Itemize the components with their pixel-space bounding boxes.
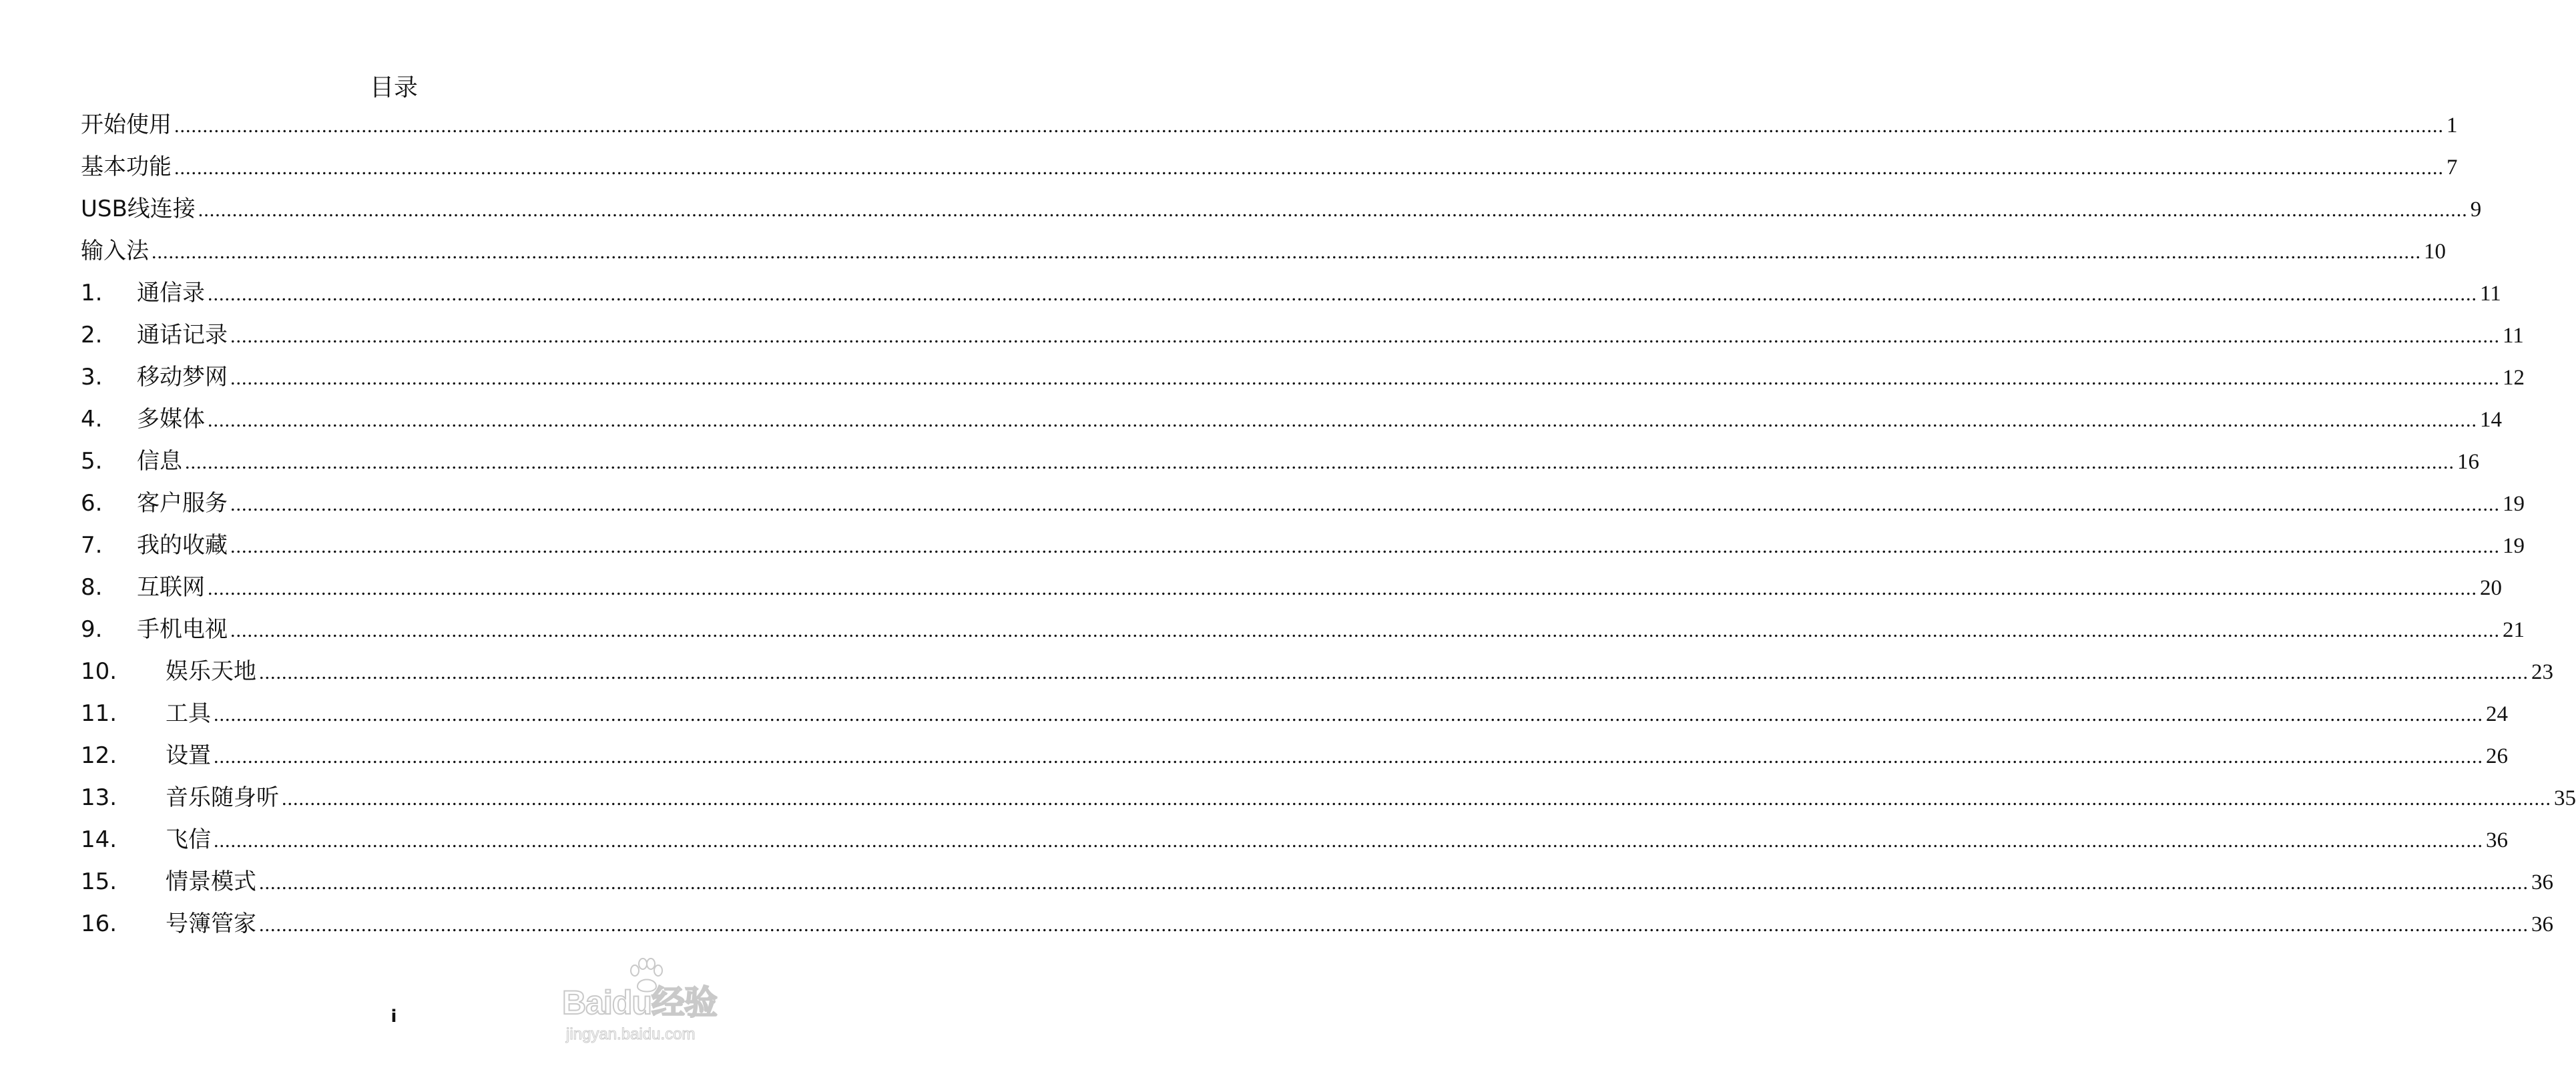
toc-entry-label: 情景模式: [166, 868, 256, 895]
toc-entry-label: 信息: [137, 448, 182, 475]
toc-entry-page: 14: [2480, 408, 2502, 432]
toc-title: 目录: [369, 74, 418, 101]
dot-leader: ................................................................................................................................................................................................................................................................................................................................................................................................................: [214, 830, 2483, 852]
watermark-logo: Baidu经验: [562, 984, 717, 1021]
toc-entry-page: 24: [2486, 702, 2508, 726]
toc-entry-page: 10: [2424, 240, 2446, 264]
toc-entry-page: 20: [2480, 576, 2502, 600]
dot-leader: ................................................................................................................................................................................................................................................................................................................................................................................................................: [198, 199, 2468, 221]
dot-leader: ................................................................................................................................................................................................................................................................................................................................................................................................................: [259, 872, 2529, 894]
toc-entry[interactable]: [81, 907, 2553, 949]
toc-entry-page: 11: [2480, 282, 2501, 306]
toc-entry[interactable]: [81, 529, 2525, 571]
toc-entry-number: 9.: [81, 616, 103, 643]
toc-entry-number: 6.: [81, 490, 103, 517]
toc-entry-number: 1.: [81, 280, 103, 306]
dot-leader: ................................................................................................................................................................................................................................................................................................................................................................................................................: [185, 451, 2455, 473]
toc-entry-page: 9: [2470, 198, 2482, 222]
toc-entry[interactable]: [81, 402, 2502, 445]
dot-leader: ................................................................................................................................................................................................................................................................................................................................................................................................................: [259, 914, 2529, 936]
toc-entry-number: 15.: [81, 868, 117, 895]
toc-entry-label: 飞信: [166, 826, 211, 853]
toc-entry-page: 19: [2503, 492, 2525, 516]
toc-entry-number: 10.: [81, 658, 117, 685]
dot-leader: ................................................................................................................................................................................................................................................................................................................................................................................................................: [174, 157, 2444, 179]
dot-leader: ................................................................................................................................................................................................................................................................................................................................................................................................................: [208, 577, 2477, 599]
toc-entry-page: 36: [2531, 912, 2553, 936]
toc-entry[interactable]: [81, 823, 2508, 865]
toc-entry-label: 通话记录: [137, 322, 228, 348]
toc-entry-page: 16: [2457, 450, 2479, 474]
toc-entry-number: 3.: [81, 364, 103, 390]
toc-entry-label: 移动梦网: [137, 364, 228, 390]
dot-leader: ................................................................................................................................................................................................................................................................................................................................................................................................................: [282, 788, 2551, 810]
dot-leader: ................................................................................................................................................................................................................................................................................................................................................................................................................: [208, 409, 2477, 431]
dot-leader: ................................................................................................................................................................................................................................................................................................................................................................................................................: [230, 325, 2500, 347]
toc-entry-number: 8.: [81, 574, 103, 601]
toc-entry-label: 音乐随身听: [166, 784, 279, 811]
toc-entry-number: 11.: [81, 700, 117, 727]
toc-entry-number: 7.: [81, 532, 103, 559]
toc-entry[interactable]: [81, 571, 2502, 613]
toc-entry-page: 26: [2486, 744, 2508, 768]
toc-entry[interactable]: [81, 276, 2501, 318]
toc-entry-number: 13.: [81, 784, 117, 811]
toc-entry-label: 基本功能: [81, 154, 172, 180]
toc-entry[interactable]: [81, 192, 2482, 234]
toc-entry-label: 我的收藏: [137, 532, 228, 559]
toc-entry-page: 1: [2446, 113, 2458, 138]
toc-entry[interactable]: [81, 781, 2576, 823]
toc-entry-page: 7: [2446, 156, 2458, 180]
toc-entry-label: 手机电视: [137, 616, 228, 643]
dot-leader: ................................................................................................................................................................................................................................................................................................................................................................................................................: [152, 241, 2421, 263]
toc-entry[interactable]: [81, 150, 2458, 192]
watermark-url: jingyan.baidu.com: [566, 1025, 696, 1043]
toc-entry-page: 35: [2554, 786, 2576, 810]
toc-entry-number: 4.: [81, 406, 103, 433]
toc-entry[interactable]: [81, 865, 2553, 907]
dot-leader: ................................................................................................................................................................................................................................................................................................................................................................................................................: [214, 746, 2483, 768]
dot-leader: ................................................................................................................................................................................................................................................................................................................................................................................................................: [230, 619, 2500, 641]
toc-entry-page: 11: [2503, 324, 2524, 348]
toc-entry[interactable]: [81, 655, 2553, 697]
toc-entry-label: 开始使用: [81, 111, 172, 138]
toc-entry[interactable]: [81, 318, 2524, 360]
toc-entry-page: 36: [2486, 828, 2508, 852]
toc-entry-label: 互联网: [137, 574, 205, 601]
toc-entry-label: 输入法: [81, 238, 149, 264]
dot-leader: ................................................................................................................................................................................................................................................................................................................................................................................................................: [214, 704, 2483, 726]
toc-entry[interactable]: [81, 739, 2508, 781]
dot-leader: ................................................................................................................................................................................................................................................................................................................................................................................................................: [208, 283, 2477, 305]
toc-entry-number: 14.: [81, 826, 117, 853]
toc-entry-page: 23: [2531, 660, 2553, 684]
dot-leader: ................................................................................................................................................................................................................................................................................................................................................................................................................: [230, 535, 2500, 557]
toc-entry-page: 21: [2503, 618, 2525, 642]
footer-page-number: i: [391, 1007, 397, 1027]
toc-list: [81, 108, 2576, 949]
toc-entry-label: 工具: [166, 700, 211, 727]
toc-entry[interactable]: [81, 697, 2508, 739]
dot-leader: ................................................................................................................................................................................................................................................................................................................................................................................................................: [230, 493, 2500, 515]
baidu-watermark: [562, 956, 762, 1056]
toc-entry[interactable]: [81, 108, 2458, 150]
toc-entry-page: 19: [2503, 534, 2525, 558]
toc-entry-label: 娱乐天地: [166, 658, 256, 685]
dot-leader: ................................................................................................................................................................................................................................................................................................................................................................................................................: [174, 115, 2444, 137]
toc-entry-number: 16.: [81, 910, 117, 937]
toc-entry[interactable]: [81, 487, 2525, 529]
toc-entry-label: 客户服务: [137, 490, 228, 517]
dot-leader: ................................................................................................................................................................................................................................................................................................................................................................................................................: [230, 367, 2500, 389]
toc-entry[interactable]: [81, 613, 2525, 655]
toc-entry-number: 2.: [81, 322, 103, 348]
toc-entry-page: 12: [2503, 366, 2525, 390]
toc-entry-number: 12.: [81, 742, 117, 769]
toc-entry[interactable]: [81, 234, 2446, 276]
dot-leader: ................................................................................................................................................................................................................................................................................................................................................................................................................: [259, 661, 2529, 684]
toc-entry-label: 号簿管家: [166, 910, 256, 937]
toc-entry-label: 设置: [166, 742, 211, 769]
toc-entry-number: 5.: [81, 448, 103, 475]
toc-entry-label: 多媒体: [137, 406, 205, 433]
toc-entry-page: 36: [2531, 870, 2553, 894]
toc-entry-label: 通信录: [137, 280, 205, 306]
toc-entry[interactable]: [81, 360, 2525, 402]
toc-entry[interactable]: [81, 445, 2479, 487]
toc-entry-label: USB线连接: [81, 196, 196, 222]
